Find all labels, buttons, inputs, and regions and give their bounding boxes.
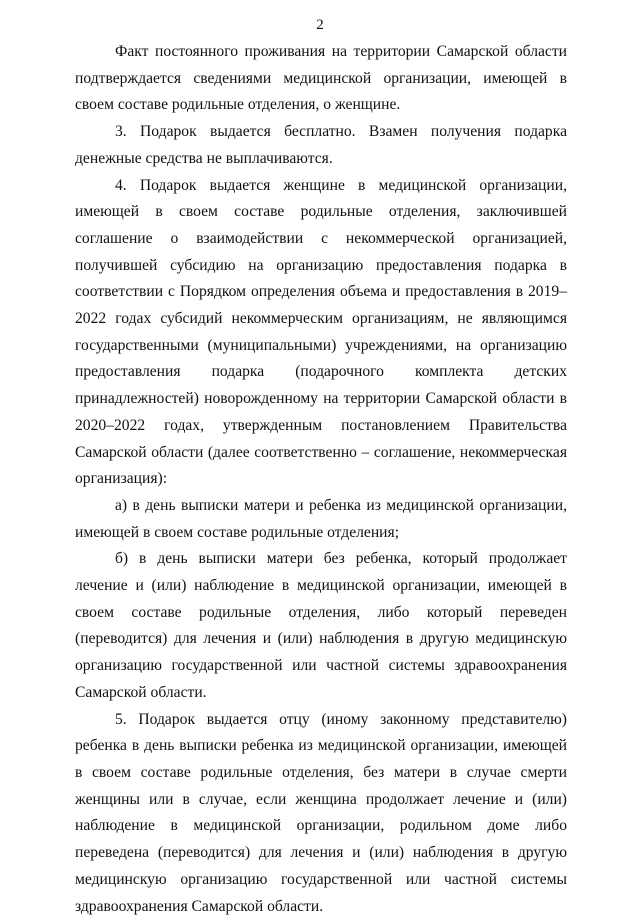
paragraph-subitem-a: а) в день выписки матери и ребенка из медицинской организации, имеющей в своем составе родильные отделения; xyxy=(75,496,567,541)
paragraph-item-3: 3. Подарок выдается бесплатно. Взамен получения подарка денежные средства не выплачиваются. xyxy=(75,123,567,167)
paragraph-item-5: 5. Подарок выдается отцу (иному законному представителю) ребенка в день выписки ребенка из медицинской организации, имеющей в своем составе родильные отделения, без матери в случае смерти женщины или в случае, если женщина продолжает лечение и (или) наблюдение в медицинской организации, родильном доме либо переведена (переводится) для лечения и (или) наблюдения в другую медицинскую организацию государственной или частной системы здравоохранения Самарской области. xyxy=(75,710,567,915)
paragraph-residence-confirmation: Факт постоянного проживания на территории Самарской области подтверждается сведениями медицинской организации, имеющей в своем составе родильные отделения, о женщине. xyxy=(75,43,567,114)
document-body xyxy=(75,39,567,920)
page-number: 2 xyxy=(316,17,324,33)
paragraph-subitem-b: б) в день выписки матери без ребенка, который продолжает лечение и (или) наблюдение в медицинской организации, имеющей в своем составе родильные отделения, либо который переведен (переводится) для лечения и (или) наблюдения в другую медицинскую организацию государственной или частной системы здравоохранения Самарской области. xyxy=(75,550,567,701)
paragraph-item-4: 4. Подарок выдается женщине в медицинской организации, имеющей в своем составе родильные отделения, заключившей соглашение о взаимодействии с некоммерческой организацией, получившей субсидию на организацию предоставления подарка в соответствии с Порядком определения объема и предоставления в 2019–2022 годах субсидий некоммерческим организациям, не являющимся государственными (муниципальными) учреждениями, на организацию предоставления подарка (подарочного комплекта детских принадлежностей) новорожденному на территории Самарской области в 2020–2022 годах, утвержденным постановлением Правительства Самарской области (далее соответственно – соглашение, некоммерческая организация): xyxy=(75,176,567,488)
